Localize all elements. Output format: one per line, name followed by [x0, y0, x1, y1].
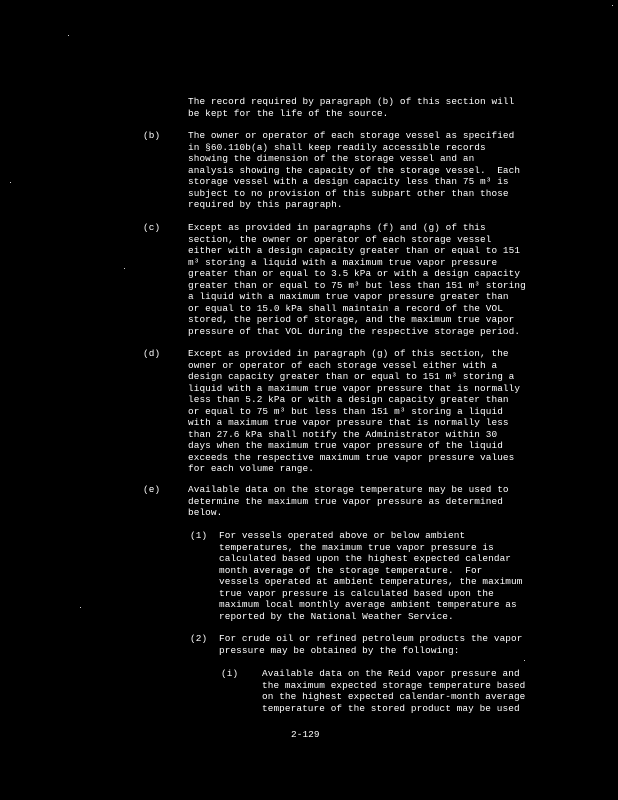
text-line: Except as provided in paragraphs (f) and (g) of this [188, 222, 486, 233]
text-line: for each volume range. [188, 463, 314, 474]
text-line: pressure may be obtained by the following: [219, 644, 460, 656]
text-line: stored, the period of storage, and the maximum true vapor [188, 314, 515, 325]
text-line: exceeds the respective maximum true vapor pressure values [188, 451, 515, 463]
scan-speck [80, 607, 81, 608]
scan-speck [10, 182, 11, 183]
scan-speck [612, 5, 613, 6]
section-marker-c: (c) [143, 222, 161, 233]
section-marker-d: (d) [143, 348, 161, 359]
subsection-marker-1: (1) [190, 530, 208, 541]
text-line: greater than or equal to 75 m³ but less than 151 m³ storing [188, 279, 526, 291]
text-line: Available data on the storage temperature may be used to [188, 484, 509, 495]
text-line: section, the owner or operator of each storage vessel [188, 233, 492, 245]
text-line: greater than or equal to 3.5 kPa or with a design capacity [188, 268, 521, 279]
text-line: temperature of the stored product may be used [262, 702, 520, 714]
text-line: in §60.110b(a) shall keep readily accessible records [188, 141, 486, 153]
page-number: 2-129 [291, 729, 320, 740]
text-line: determine the maximum true vapor pressure as determined [188, 495, 503, 507]
text-line: liquid with a maximum true vapor pressure that is normally [188, 382, 521, 394]
section-d-paragraph [188, 348, 560, 475]
text-line: be kept for the life of the source. [188, 107, 389, 119]
section-marker-b: (b) [143, 130, 161, 141]
text-line: the maximum expected storage temperature based [262, 679, 526, 691]
text-line: storage vessel with a design capacity less than 75 m³ is [188, 176, 509, 187]
scan-speck [124, 268, 125, 269]
text-line: reported by the National Weather Service. [219, 610, 454, 622]
text-line: required by this paragraph. [188, 199, 343, 210]
text-line: The owner or operator of each storage vessel as specified [188, 130, 515, 141]
text-line: true vapor pressure is calculated based upon the [219, 587, 494, 599]
section-b-paragraph [188, 130, 560, 211]
text-line: than 27.6 kPa shall notify the Administrator within 30 [188, 428, 498, 440]
text-line: subject to no provision of this subpart other than those [188, 187, 509, 199]
text-line: design capacity greater than or equal to 151 m³ storing a [188, 371, 515, 382]
text-line: For crude oil or refined petroleum products the vapor [219, 633, 523, 644]
text-line: maximum local monthly average ambient temperature as [219, 599, 517, 610]
text-line: month average of the storage temperature. For [219, 564, 483, 576]
text-line: Except as provided in paragraph (g) of this section, the [188, 348, 509, 359]
text-line: on the highest expected calendar-month average [262, 691, 526, 702]
text-line: temperatures, the maximum true vapor pressure is [219, 541, 494, 553]
text-line: owner or operator of each storage vessel either with a [188, 359, 498, 371]
text-line: The record required by paragraph (b) of this section will [188, 96, 515, 107]
text-line: with a maximum true vapor pressure that is normally less [188, 417, 509, 428]
text-line: either with a design capacity greater than or equal to 151 [188, 245, 521, 256]
text-line: pressure of that VOL during the respective storage period. [188, 325, 521, 337]
section-e-paragraph [188, 484, 560, 519]
text-line: less than 5.2 kPa or with a design capacity greater than [188, 394, 509, 405]
text-line: calculated based upon the highest expected calendar [219, 553, 512, 564]
subsubsection-marker-i: (i) [221, 668, 239, 679]
text-line: a liquid with a maximum true vapor pressure greater than [188, 291, 509, 302]
section-c-paragraph [188, 222, 560, 337]
intro-paragraph [188, 96, 560, 119]
text-line: m³ storing a liquid with a maximum true vapor pressure [188, 256, 498, 268]
text-line: or equal to 15.0 kPa shall maintain a record of the VOL [188, 302, 503, 314]
subsubsection-i-paragraph [262, 668, 562, 714]
scan-speck [524, 660, 525, 661]
text-line: Available data on the Reid vapor pressure and [262, 668, 520, 679]
text-line: or equal to 75 m³ but less than 151 m³ storing a liquid [188, 405, 503, 417]
subsection-2-paragraph [219, 633, 564, 656]
text-line: vessels operated at ambient temperatures, the maximum [219, 576, 523, 587]
scan-speck [68, 35, 69, 36]
text-line: For vessels operated above or below ambient [219, 530, 466, 541]
text-line: showing the dimension of the storage vessel and an [188, 153, 475, 164]
text-line: days when the maximum true vapor pressure of the liquid [188, 440, 503, 451]
subsection-marker-2: (2) [190, 633, 208, 644]
text-line: analysis showing the capacity of the storage vessel. Each [188, 164, 521, 176]
text-line: below. [188, 507, 223, 518]
section-marker-e: (e) [143, 484, 161, 495]
subsection-1-paragraph [219, 530, 564, 622]
